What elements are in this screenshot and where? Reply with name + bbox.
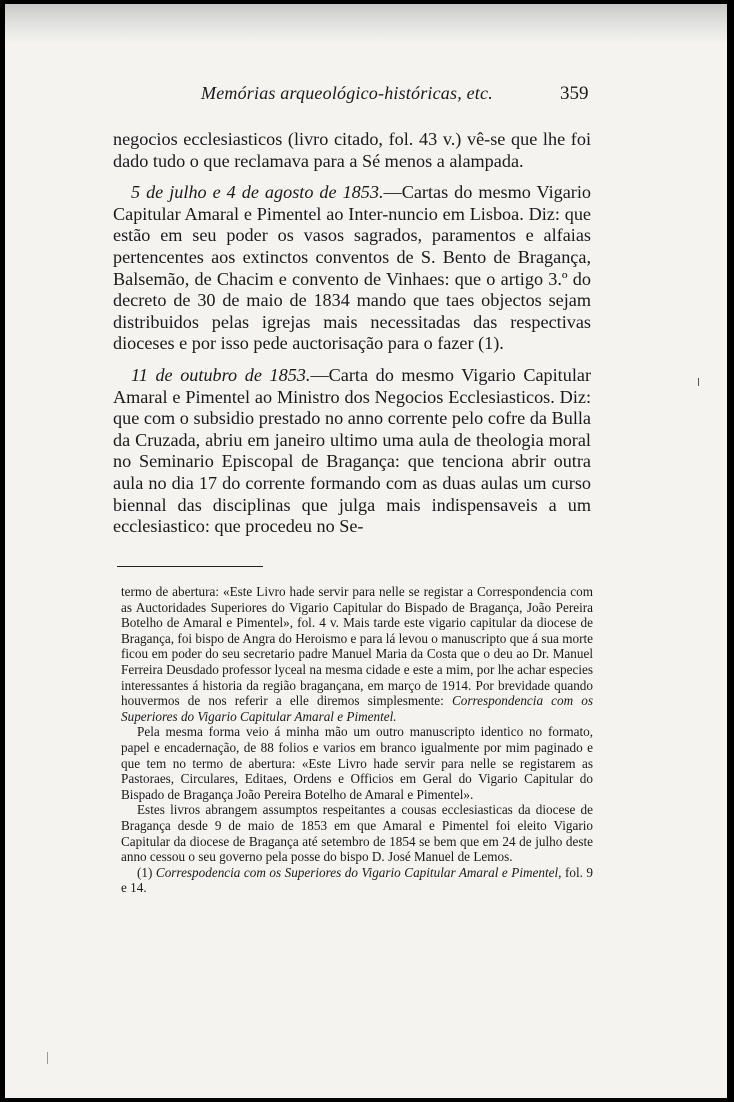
main-text [113,129,591,538]
book-page [5,4,727,1098]
footnote-4-marker: (1) [137,864,153,880]
page-number: 359 [560,83,589,104]
footnote-1 [121,584,593,724]
footnote-2: Pela mesma forma veio á minha mão um outro manuscripto identico no formato, papel e encadernação, de 88 folios e varios em branco igualmente por mim paginado e que tem no termo de abertura: «Este Livro hade servir para nelle se registarem as Pastoraes, Circulares, Editaes, Ordens e Officios em Geral do Vigario Capitular do Bispado de Bragança João Pereira Botelho de Amaral e Pimentel». [121,724,593,802]
footnote-4-italic: Correspodencia com os Superiores do Vigario Capitular Amaral e Pimentel, [155,864,562,880]
entry-text: —Carta do mesmo Vigario Capitular Amaral e Pimentel ao Ministro dos Negocios Ecclesiasticos. Diz: que com o subsidio prestado no anno corrente pelo cofre da Bulla da Cruzada, abriu em janeiro ultimo uma aula de theologia moral no Seminario Episcopal de Bragança: que tenciona abrir outra aula no dia 17 do corrente formando com as duas aulas um curso biennal das disciplinas que julga mais indispensaveis a um ecclesiastico: que procedeu no Se- [113,364,591,537]
footnote-1-text: termo de abertura: «Este Livro hade servir para nelle se registar a Correspondencia com as Auctoridades Superiores do Vigario Capitular do Bispado de Bragança, João Pereira Botelho de Amaral e Pimentel», fol. 4 v. Mais tarde este vigario capitular da diocese de Bragança, foi bispo de Angra do Heroismo e para lá levou o manuscripto que á sua morte ficou em poder do seu secretario padre Manuel Maria da Costa que o deu ao Dr. Manuel Ferreira Deusdado professor lyceal na mesma cidade e este a mim, por lhe achar especies interessantes á historia da região bragançana, em março de 1914. Por brevidade quando houvermos de nos referir a elle diremos simplesmente: [121,584,593,709]
footnotes [121,584,593,896]
running-title: Memórias arqueológico-históricas, etc. [201,83,493,103]
entry-date: 5 de julho e 4 de agosto de 1853. [131,182,384,203]
footnote-divider [117,566,263,567]
paragraph-3 [113,365,591,538]
entry-date: 11 de outubro de 1853. [131,364,311,385]
scan-speck [698,378,699,386]
footnote-1-italic: Correspondencia com os Superiores do Vigario Capitular Amaral e Pimentel. [121,693,594,724]
footnote-4 [121,865,593,896]
footnote-3: Estes livros abrangem assumptos respeitantes a cousas ecclesiasticas da diocese de Bragança desde 9 de maio de 1853 em que Amaral e Pimentel foi eleito Vigario Capitular da diocese de Bragança até setembro de 1854 se bem que em 24 de julho deste anno cessou o seu governo pela posse do bispo D. José Manuel de Lemos. [121,802,593,865]
paragraph-1: negocios ecclesiasticos (livro citado, fol. 43 v.) vê-se que lhe foi dado tudo o que reclamava para a Sé menos a alampada. [113,129,591,171]
scan-shadow [5,4,727,44]
entry-text: —Cartas do mesmo Vigario Capitular Amaral e Pimentel ao Inter-nuncio em Lisboa. Diz: que estão em seu poder os vasos sagrados, paramentos e alfaias pertencentes aos extinctos conventos de S. Bento de Bragança, Balsemão, de Chacim e convento de Vinhaes: que o artigo 3.º do decreto de 30 de maio de 1834 mando que taes objectos sejam distribuidos pelas igrejas mais necessitadas das respectivas dioceses e por isso pede auctorisação para o fazer (1). [113,182,592,354]
scan-speck [47,1052,48,1064]
paragraph-2 [113,182,591,355]
footnote-4-tail: fol. 9 e 14. [121,864,594,896]
